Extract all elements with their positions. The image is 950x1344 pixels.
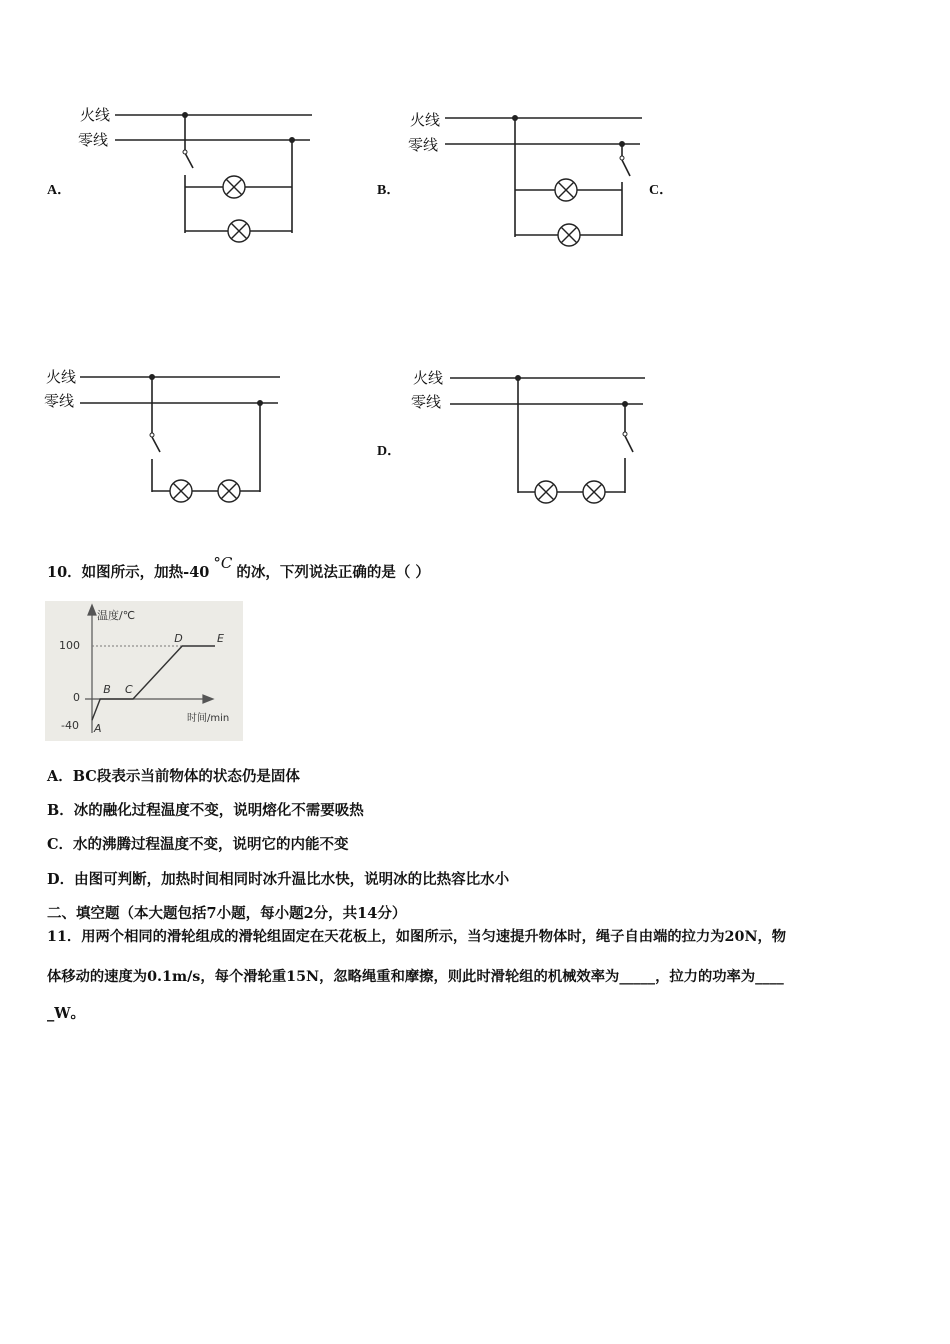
option-b-label: B． [377, 183, 401, 198]
neutral-wire-label: 零线 [411, 393, 442, 411]
q10-stem-before: 10．如图所示，加热-40 [47, 564, 210, 581]
circuit-c [40, 355, 300, 515]
point-label-b: B [103, 683, 111, 696]
q10-option-d: D．由图可判断，加热时间相同时冰升温比水快，说明冰的比热容比水小 [47, 871, 510, 888]
live-wire-label: 火线 [413, 369, 444, 387]
y-tick-minus40: -40 [61, 719, 79, 732]
q10-unit: °C [213, 554, 233, 572]
point-label-d: D [174, 632, 183, 645]
point-label-c: C [125, 683, 133, 696]
lamp-icon [535, 481, 557, 503]
live-wire-label: 火线 [80, 106, 111, 124]
neutral-wire-label: 零线 [78, 131, 109, 149]
point-label-e: E [217, 632, 224, 645]
lamp-icon [228, 220, 250, 242]
q11-line-1: 11．用两个相同的滑轮组成的滑轮组固定在天花板上，如图所示，当匀速提升物体时，绳子自由端的拉力为20N，物 [47, 929, 787, 945]
lamp-icon [223, 176, 245, 198]
lamp-icon [218, 480, 240, 502]
live-wire-label: 火线 [46, 368, 77, 386]
x-axis-label: 时间/min [187, 713, 230, 724]
q10-stem [47, 554, 430, 582]
y-axis-label: 温度/℃ [97, 609, 136, 622]
y-tick-0: 0 [73, 691, 80, 704]
lamp-icon [558, 224, 580, 246]
y-axis-arrow [88, 605, 96, 615]
q11-line-3: _W。 [47, 1005, 86, 1022]
lamp-icon [555, 179, 577, 201]
circuit-d-diagram [405, 356, 665, 516]
heating-curve-chart [45, 601, 243, 741]
point-label-a: A [94, 722, 102, 736]
neutral-wire-label: 零线 [44, 392, 75, 410]
circuit-a [70, 95, 330, 255]
live-wire-label: 火线 [410, 111, 441, 129]
neutral-wire-label: 零线 [408, 136, 439, 154]
lamp-icon [170, 480, 192, 502]
lamp-icon [583, 481, 605, 503]
y-tick-100: 100 [59, 639, 80, 652]
circuit-d [405, 356, 665, 516]
section-heading: 二、填空题（本大题包括7小题，每小题2分，共14分） [47, 905, 407, 922]
heating-curve-figure [45, 601, 243, 741]
circuit-c-diagram [40, 355, 300, 515]
option-a-label: A． [47, 183, 72, 198]
option-d-label: D． [377, 444, 402, 459]
circuit-b [400, 100, 660, 260]
q10-stem-after: 的冰，下列说法正确的是（ ） [236, 564, 430, 581]
x-axis-arrow [203, 695, 213, 703]
option-c-label: C． [649, 183, 674, 198]
q10-option-c: C．水的沸腾过程温度不变，说明它的内能不变 [47, 836, 349, 853]
q10-option-a: A．BC段表示当前物体的状态仍是固体 [47, 768, 300, 785]
circuit-a-diagram [70, 95, 330, 255]
circuit-b-diagram [400, 100, 660, 260]
q10-option-b: B．冰的融化过程温度不变，说明熔化不需要吸热 [47, 802, 364, 819]
q11-line-2: 体移动的速度为0.1m/s，每个滑轮重15N，忽略绳重和摩擦，则此时滑轮组的机械效率为_____，拉力的功率为____ [47, 969, 784, 985]
